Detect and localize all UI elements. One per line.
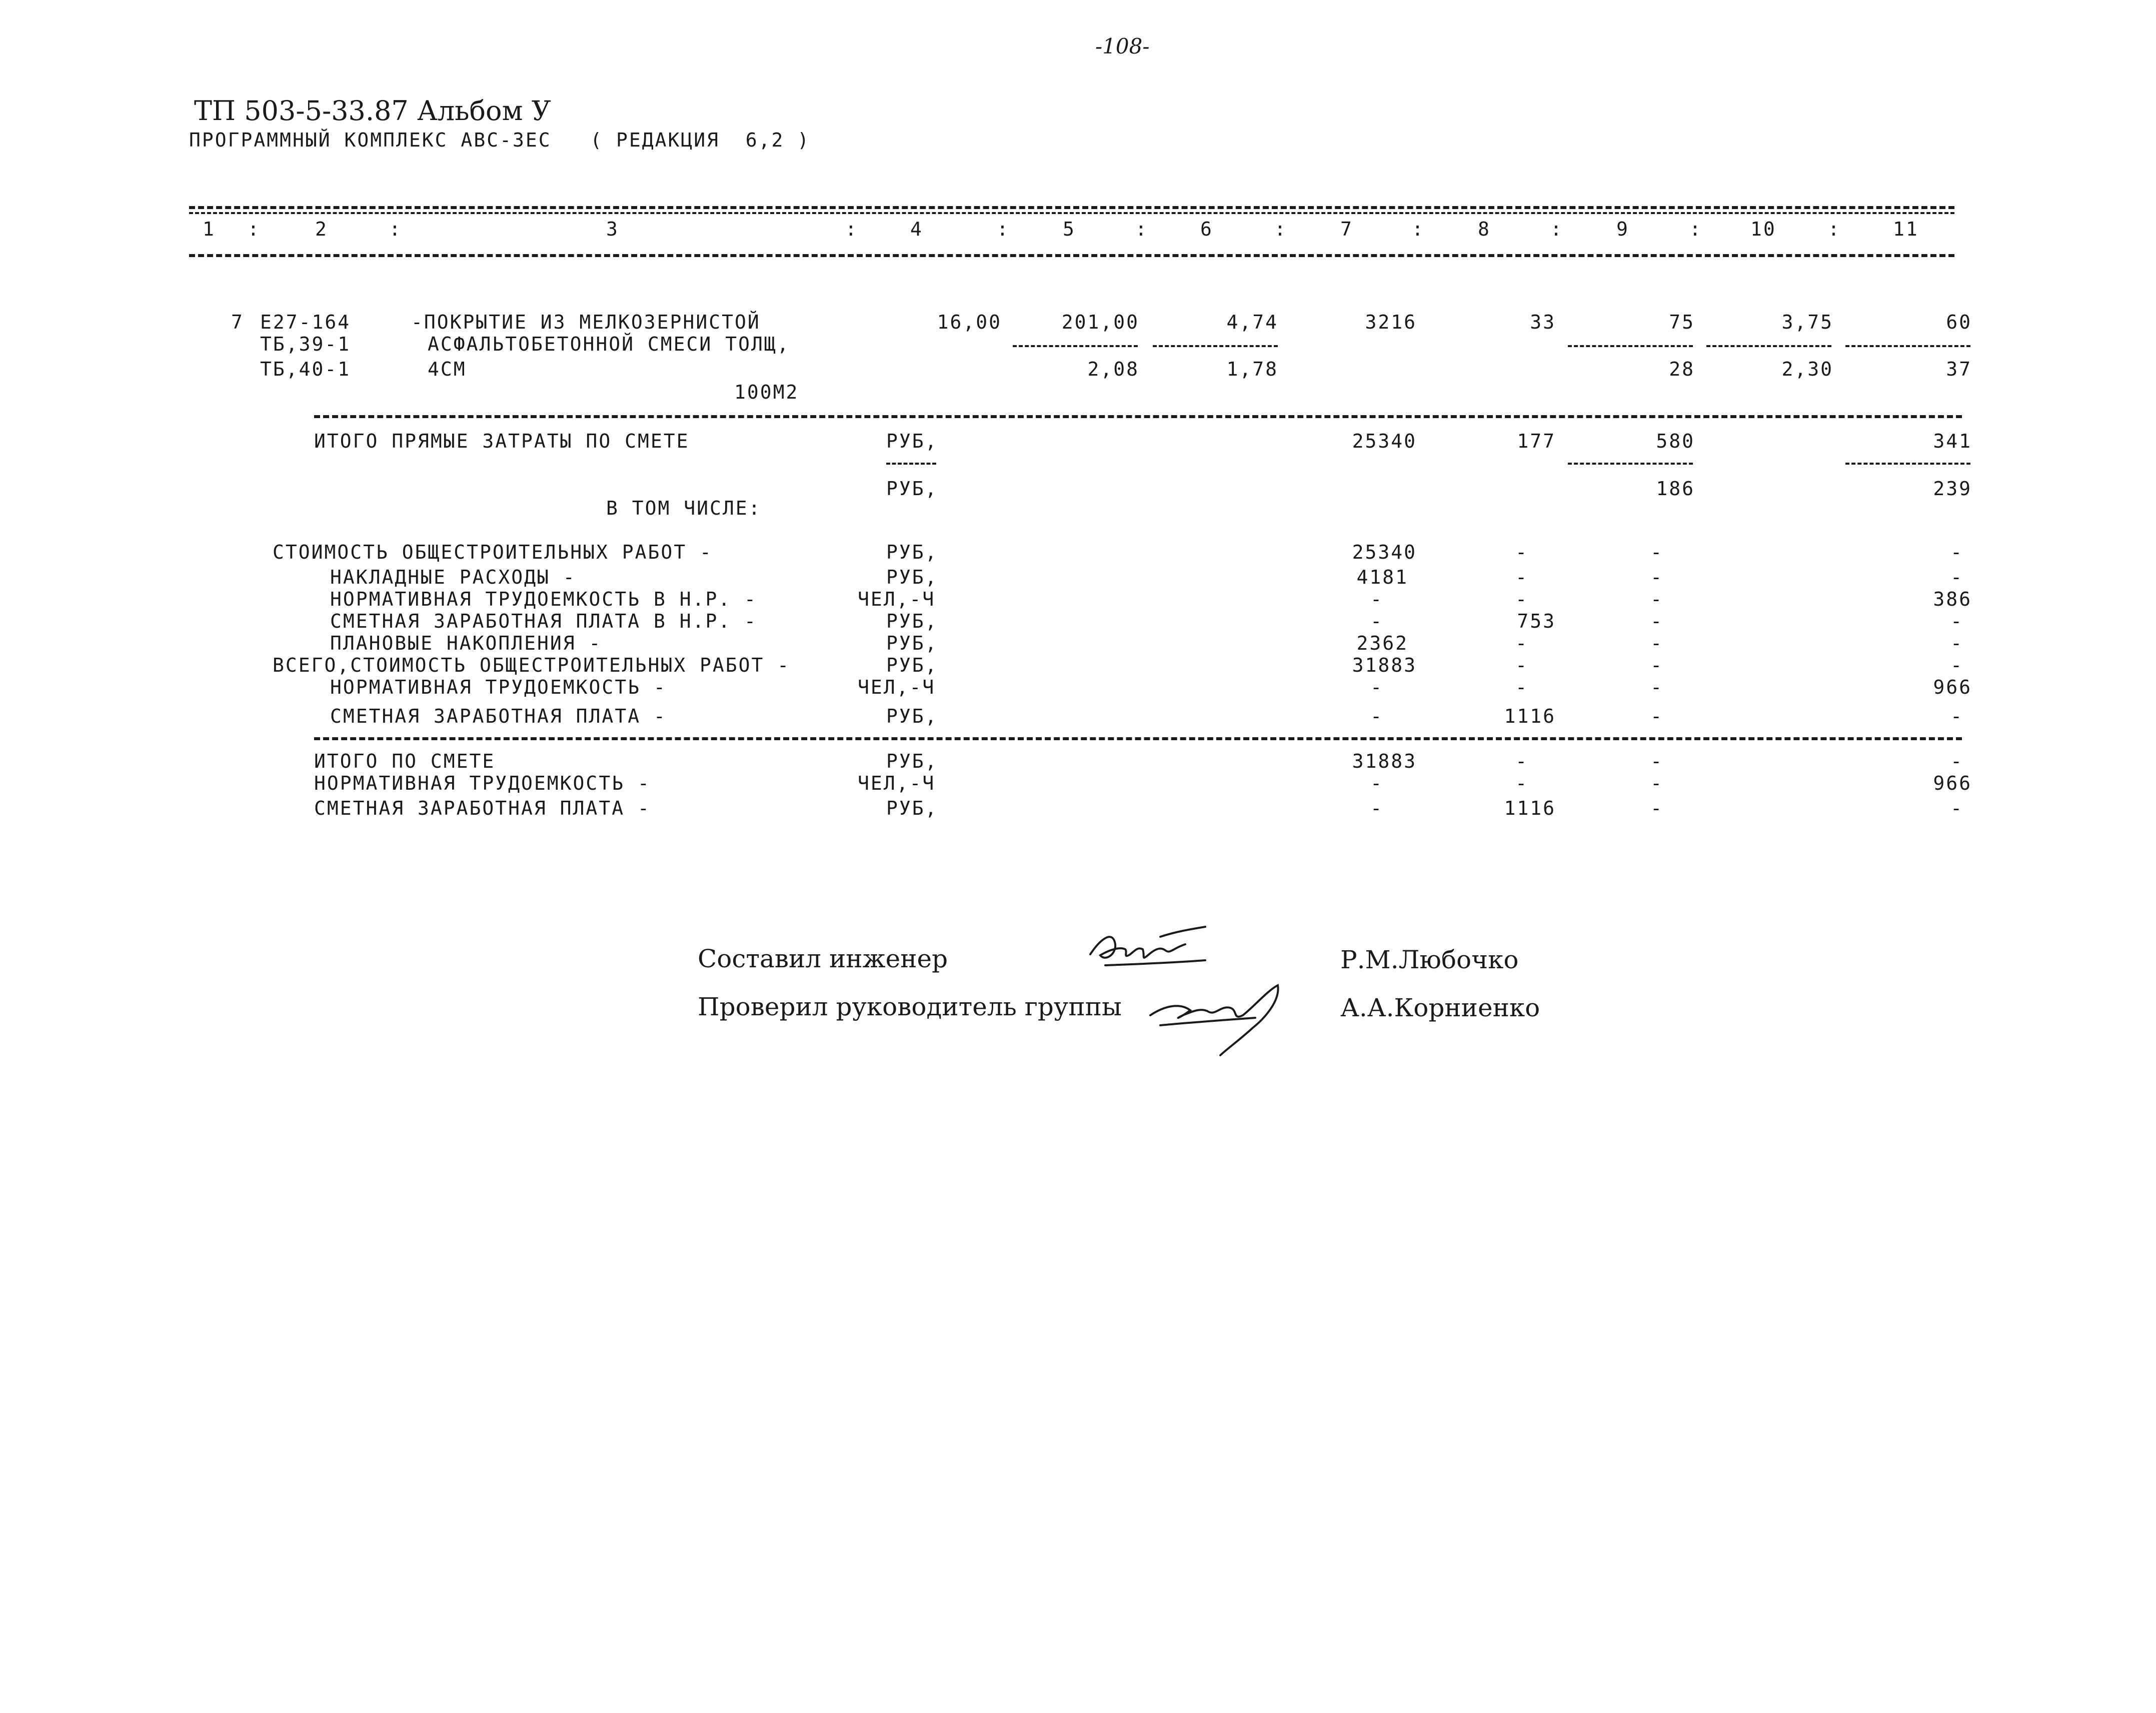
col-sep: : <box>1689 218 1702 240</box>
item-quantity: 16,00 <box>937 311 1002 333</box>
item-col11: 60 <box>1946 311 1972 333</box>
summary-col11: - <box>1950 566 1963 588</box>
summary-label: ПЛАНОВЫЕ НАКОПЛЕНИЯ - <box>330 632 602 654</box>
summary-col8: 753 <box>1517 610 1556 632</box>
summary-unit: РУБ, <box>886 610 938 632</box>
totals-col7: - <box>1370 772 1383 794</box>
item-col6: 4,74 <box>1226 311 1278 333</box>
col-sep: : <box>1828 218 1841 240</box>
document-subtitle: ПРОГРАММНЫЙ КОМПЛЕКС АВС-3ЕС ( РЕДАКЦИЯ 6,2 ) <box>189 129 811 151</box>
fraction-rule <box>1153 345 1278 347</box>
item-col9: 28 <box>1669 358 1695 380</box>
totals-col8: - <box>1515 750 1528 772</box>
summary-col11: - <box>1950 632 1963 654</box>
summary-col9: - <box>1650 588 1663 610</box>
summary-label: НОРМАТИВНАЯ ТРУДОЕМКОСТЬ В Н.Р. - <box>330 588 757 610</box>
signature-role: Проверил руководитель группы <box>698 992 1122 1021</box>
summary-col8: - <box>1515 541 1528 563</box>
totals-unit: РУБ, <box>886 797 938 819</box>
fraction-rule <box>1706 345 1831 347</box>
summary-unit: РУБ, <box>886 632 938 654</box>
totals-col9: - <box>1650 772 1663 794</box>
col-header-7: 7 <box>1340 218 1353 240</box>
summary-col7: - <box>1370 588 1383 610</box>
summary-col11: - <box>1950 705 1963 727</box>
col-header-11: 11 <box>1893 218 1919 240</box>
item-col5: 201,00 <box>1061 311 1139 333</box>
signature-image <box>1145 980 1290 1060</box>
table-top-rule-2 <box>189 212 1954 214</box>
summary-unit: ЧЕЛ,-Ч <box>858 588 936 610</box>
direct-costs-col7: 25340 <box>1352 430 1417 452</box>
totals-unit: РУБ, <box>886 750 938 772</box>
summary-label: СТОИМОСТЬ ОБЩЕСТРОИТЕЛЬНЫХ РАБОТ - <box>273 541 713 563</box>
summary-label: НАКЛАДНЫЕ РАСХОДЫ - <box>330 566 576 588</box>
summary-unit: РУБ, <box>886 705 938 727</box>
unit-label: РУБ, <box>886 478 938 500</box>
summary-label: ВСЕГО,СТОИМОСТЬ ОБЩЕСТРОИТЕЛЬНЫХ РАБОТ - <box>273 654 791 676</box>
direct-costs-col11: 239 <box>1933 478 1972 500</box>
summary-label: НОРМАТИВНАЯ ТРУДОЕМКОСТЬ - <box>330 676 667 698</box>
col-header-10: 10 <box>1750 218 1776 240</box>
summary-col7: 4181 <box>1356 566 1408 588</box>
fraction-rule <box>1568 463 1693 465</box>
summary-col9: - <box>1650 705 1663 727</box>
col-sep: : <box>248 218 261 240</box>
summary-col9: - <box>1650 566 1663 588</box>
item-code: Е27-164 <box>260 311 351 333</box>
section-rule <box>314 415 1962 418</box>
summary-col7: - <box>1370 705 1383 727</box>
fraction-rule <box>1013 345 1138 347</box>
item-col5: 2,08 <box>1087 358 1139 380</box>
unit-label: РУБ, <box>886 430 938 452</box>
direct-costs-col8: 177 <box>1517 430 1556 452</box>
document-title: ТП 503-5-33.87 Альбом У <box>194 95 551 127</box>
col-header-1: 1 <box>203 218 216 240</box>
summary-col8: - <box>1515 632 1528 654</box>
summary-col8: 1116 <box>1504 705 1556 727</box>
item-col9: 75 <box>1669 311 1695 333</box>
item-description: 4СМ <box>428 358 467 380</box>
col-header-9: 9 <box>1616 218 1629 240</box>
item-col8: 33 <box>1530 311 1556 333</box>
fraction-rule <box>1568 345 1693 347</box>
col-header-5: 5 <box>1063 218 1076 240</box>
col-header-3: 3 <box>606 218 619 240</box>
summary-col9: - <box>1650 541 1663 563</box>
summary-col7: - <box>1370 676 1383 698</box>
summary-col9: - <box>1650 610 1663 632</box>
item-unit: 100М2 <box>734 381 799 403</box>
totals-col7: - <box>1370 797 1383 819</box>
summary-col8: - <box>1515 566 1528 588</box>
totals-col9: - <box>1650 797 1663 819</box>
totals-col9: - <box>1650 750 1663 772</box>
summary-col11: - <box>1950 654 1963 676</box>
item-description: -ПОКРЫТИЕ ИЗ МЕЛКОЗЕРНИСТОЙ <box>411 311 761 333</box>
totals-label: НОРМАТИВНАЯ ТРУДОЕМКОСТЬ - <box>314 772 651 794</box>
direct-costs-label: ИТОГО ПРЯМЫЕ ЗАТРАТЫ ПО СМЕТЕ <box>314 430 690 452</box>
fraction-rule <box>1845 345 1970 347</box>
col-header-6: 6 <box>1200 218 1213 240</box>
col-sep: : <box>1550 218 1563 240</box>
summary-col11: 966 <box>1933 676 1972 698</box>
col-sep: : <box>1274 218 1287 240</box>
signature-role: Составил инженер <box>698 944 948 973</box>
page-number: -108- <box>1095 34 1150 59</box>
totals-col8: 1116 <box>1504 797 1556 819</box>
summary-col9: - <box>1650 654 1663 676</box>
signature-image <box>1085 919 1215 979</box>
section-rule <box>314 737 1962 740</box>
table-header-rule <box>189 254 1954 257</box>
summary-unit: РУБ, <box>886 541 938 563</box>
signer-name: А.А.Корниенко <box>1340 993 1540 1022</box>
totals-col8: - <box>1515 772 1528 794</box>
summary-col11: - <box>1950 610 1963 632</box>
summary-col11: - <box>1950 541 1963 563</box>
summary-col8: - <box>1515 588 1528 610</box>
summary-label: СМЕТНАЯ ЗАРАБОТНАЯ ПЛАТА В Н.Р. - <box>330 610 757 632</box>
item-col10: 3,75 <box>1781 311 1833 333</box>
col-sep: : <box>389 218 402 240</box>
item-number: 7 <box>231 311 244 333</box>
col-sep: : <box>997 218 1010 240</box>
summary-label: СМЕТНАЯ ЗАРАБОТНАЯ ПЛАТА - <box>330 705 667 727</box>
fraction-rule <box>1845 463 1970 465</box>
summary-col7: 25340 <box>1352 541 1417 563</box>
totals-col11: 966 <box>1933 772 1972 794</box>
summary-col7: 2362 <box>1356 632 1408 654</box>
item-col11: 37 <box>1946 358 1972 380</box>
item-col6: 1,78 <box>1226 358 1278 380</box>
summary-col9: - <box>1650 632 1663 654</box>
totals-unit: ЧЕЛ,-Ч <box>858 772 936 794</box>
summary-col11: 386 <box>1933 588 1972 610</box>
direct-costs-col9: 580 <box>1656 430 1695 452</box>
col-sep: : <box>1135 218 1148 240</box>
including-label: В ТОМ ЧИСЛЕ: <box>606 497 762 519</box>
item-col10: 2,30 <box>1781 358 1833 380</box>
item-col7: 3216 <box>1365 311 1417 333</box>
summary-col8: - <box>1515 676 1528 698</box>
direct-costs-col9: 186 <box>1656 478 1695 500</box>
col-header-2: 2 <box>315 218 328 240</box>
totals-col11: - <box>1950 797 1963 819</box>
summary-col7: 31883 <box>1352 654 1417 676</box>
summary-col8: - <box>1515 654 1528 676</box>
summary-col9: - <box>1650 676 1663 698</box>
summary-unit: ЧЕЛ,-Ч <box>858 676 936 698</box>
fraction-rule <box>886 463 936 465</box>
summary-col7: - <box>1370 610 1383 632</box>
signer-name: Р.М.Любочко <box>1340 945 1519 974</box>
summary-unit: РУБ, <box>886 566 938 588</box>
table-top-rule <box>189 206 1954 209</box>
totals-col11: - <box>1950 750 1963 772</box>
summary-unit: РУБ, <box>886 654 938 676</box>
col-sep: : <box>845 218 858 240</box>
totals-col7: 31883 <box>1352 750 1417 772</box>
col-header-8: 8 <box>1478 218 1491 240</box>
col-sep: : <box>1412 218 1425 240</box>
item-code: ТБ,39-1 <box>260 333 351 355</box>
direct-costs-col11: 341 <box>1933 430 1972 452</box>
col-header-4: 4 <box>910 218 923 240</box>
item-code: ТБ,40-1 <box>260 358 351 380</box>
item-description: АСФАЛЬТОБЕТОННОЙ СМЕСИ ТОЛЩ, <box>428 333 790 355</box>
totals-label: СМЕТНАЯ ЗАРАБОТНАЯ ПЛАТА - <box>314 797 651 819</box>
totals-label: ИТОГО ПО СМЕТЕ <box>314 750 496 772</box>
